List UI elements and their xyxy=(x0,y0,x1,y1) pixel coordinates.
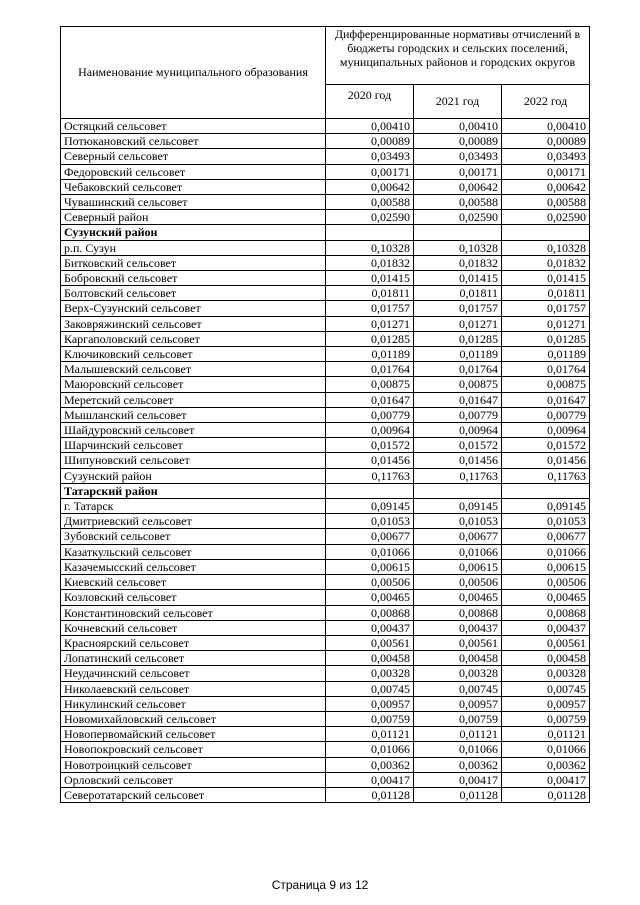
value-2021: 0,00615 xyxy=(414,559,502,574)
table-row xyxy=(61,559,590,574)
value-2020: 0,01757 xyxy=(326,301,414,316)
table-row xyxy=(61,255,590,270)
municipality-name: Сузунский район xyxy=(61,468,326,483)
value-2021: 0,01066 xyxy=(414,544,502,559)
table-row xyxy=(61,787,590,802)
district-header-row xyxy=(61,483,590,498)
value-2022: 0,02590 xyxy=(502,210,590,225)
value-2022: 0,00875 xyxy=(502,377,590,392)
value-2020: 0,00588 xyxy=(326,195,414,210)
value-2021: 0,02590 xyxy=(414,210,502,225)
value-2021: 0,00417 xyxy=(414,772,502,787)
value-2021: 0,01271 xyxy=(414,316,502,331)
municipality-name: Северный район xyxy=(61,210,326,225)
page-number: Страница 9 из 12 xyxy=(271,878,369,892)
value-2022: 0,01647 xyxy=(502,392,590,407)
table-body xyxy=(61,119,590,803)
value-2021: 0,03493 xyxy=(414,149,502,164)
value-2022: 0,01271 xyxy=(502,316,590,331)
value-2022: 0,10328 xyxy=(502,240,590,255)
value-2020: 0,01811 xyxy=(326,286,414,301)
value-2020: 0,00506 xyxy=(326,575,414,590)
value-2022: 0,00615 xyxy=(502,559,590,574)
value-2020: 0,00642 xyxy=(326,179,414,194)
table-row xyxy=(61,195,590,210)
value-2022: 0,09145 xyxy=(502,499,590,514)
municipality-name: Новотроицкий сельсовет xyxy=(61,757,326,772)
table-row xyxy=(61,620,590,635)
value-2020: 0,01764 xyxy=(326,362,414,377)
value-2022: 0,00410 xyxy=(502,119,590,134)
value-2020: 0,09145 xyxy=(326,499,414,514)
municipality-name: Кочневский сельсовет xyxy=(61,620,326,635)
value-2020: 0,01066 xyxy=(326,742,414,757)
value-2022: 0,01189 xyxy=(502,347,590,362)
municipality-name: Меретский сельсовет xyxy=(61,392,326,407)
value-2022: 0,01053 xyxy=(502,514,590,529)
value-2020: 0,01271 xyxy=(326,316,414,331)
value-2022: 0,01764 xyxy=(502,362,590,377)
table-row xyxy=(61,696,590,711)
municipality-name: Новопокровский сельсовет xyxy=(61,742,326,757)
table-row xyxy=(61,240,590,255)
empty-cell xyxy=(414,483,502,498)
value-2021: 0,10328 xyxy=(414,240,502,255)
value-2022: 0,00506 xyxy=(502,575,590,590)
value-2021: 0,01764 xyxy=(414,362,502,377)
table-row xyxy=(61,407,590,422)
municipality-name: Шарчинский сельсовет xyxy=(61,438,326,453)
table-row xyxy=(61,544,590,559)
table-row xyxy=(61,605,590,620)
value-2020: 0,00465 xyxy=(326,590,414,605)
value-2021: 0,00328 xyxy=(414,666,502,681)
table-row xyxy=(61,134,590,149)
municipality-name: Бобровский сельсовет xyxy=(61,271,326,286)
table-row xyxy=(61,210,590,225)
value-2021: 0,00759 xyxy=(414,711,502,726)
value-2020: 0,01647 xyxy=(326,392,414,407)
value-2022: 0,00417 xyxy=(502,772,590,787)
value-2020: 0,02590 xyxy=(326,210,414,225)
municipality-name: Ключиковский сельсовет xyxy=(61,347,326,362)
value-2021: 0,00642 xyxy=(414,179,502,194)
value-2021: 0,01189 xyxy=(414,347,502,362)
value-2021: 0,01757 xyxy=(414,301,502,316)
value-2022: 0,00561 xyxy=(502,635,590,650)
value-2021: 0,01456 xyxy=(414,453,502,468)
municipality-name: Лопатинский сельсовет xyxy=(61,651,326,666)
value-2022: 0,01811 xyxy=(502,286,590,301)
district-header-row xyxy=(61,225,590,240)
municipality-name: Остяцкий сельсовет xyxy=(61,119,326,134)
table-row xyxy=(61,301,590,316)
table-row xyxy=(61,119,590,134)
municipality-name: Болтовский сельсовет xyxy=(61,286,326,301)
municipality-name: Константиновский сельсовет xyxy=(61,605,326,620)
value-2021: 0,00677 xyxy=(414,529,502,544)
municipality-name: Битковский сельсовет xyxy=(61,255,326,270)
municipality-name: Казаткульский сельсовет xyxy=(61,544,326,559)
value-2020: 0,01415 xyxy=(326,271,414,286)
value-2022: 0,11763 xyxy=(502,468,590,483)
municipality-name: Верх-Сузунский сельсовет xyxy=(61,301,326,316)
municipality-name: Новопервомайский сельсовет xyxy=(61,727,326,742)
table-row xyxy=(61,271,590,286)
value-2022: 0,00957 xyxy=(502,696,590,711)
value-2022: 0,00642 xyxy=(502,179,590,194)
value-2021: 0,00171 xyxy=(414,164,502,179)
municipality-name: Каргаполовский сельсовет xyxy=(61,331,326,346)
value-2021: 0,01811 xyxy=(414,286,502,301)
municipality-name: Шайдуровский сельсовет xyxy=(61,423,326,438)
value-2022: 0,00677 xyxy=(502,529,590,544)
value-2020: 0,00745 xyxy=(326,681,414,696)
table-row xyxy=(61,666,590,681)
table-row xyxy=(61,772,590,787)
value-2020: 0,01285 xyxy=(326,331,414,346)
table-row xyxy=(61,711,590,726)
table-row xyxy=(61,438,590,453)
value-2020: 0,00964 xyxy=(326,423,414,438)
value-2022: 0,00089 xyxy=(502,134,590,149)
header-year-2020: 2020 год xyxy=(326,85,414,119)
value-2022: 0,00465 xyxy=(502,590,590,605)
value-2020: 0,00171 xyxy=(326,164,414,179)
table-row xyxy=(61,362,590,377)
value-2021: 0,00410 xyxy=(414,119,502,134)
municipality-name: г. Татарск xyxy=(61,499,326,514)
value-2022: 0,00588 xyxy=(502,195,590,210)
municipality-name: Потюкановский сельсовет xyxy=(61,134,326,149)
value-2020: 0,00615 xyxy=(326,559,414,574)
table-header xyxy=(61,27,590,119)
municipality-name: Никулинский сельсовет xyxy=(61,696,326,711)
value-2022: 0,01757 xyxy=(502,301,590,316)
municipality-name: Северный сельсовет xyxy=(61,149,326,164)
value-2022: 0,00437 xyxy=(502,620,590,635)
value-2022: 0,01572 xyxy=(502,438,590,453)
table-row xyxy=(61,468,590,483)
empty-cell xyxy=(502,225,590,240)
value-2020: 0,00417 xyxy=(326,772,414,787)
value-2020: 0,00410 xyxy=(326,119,414,134)
header-name-column: Наименование муниципального образования xyxy=(61,27,326,119)
table-row xyxy=(61,331,590,346)
municipality-name: Федоровский сельсовет xyxy=(61,164,326,179)
municipality-name: Орловский сельсовет xyxy=(61,772,326,787)
value-2022: 0,00328 xyxy=(502,666,590,681)
value-2021: 0,01066 xyxy=(414,742,502,757)
value-2020: 0,01572 xyxy=(326,438,414,453)
value-2021: 0,00779 xyxy=(414,407,502,422)
value-2020: 0,01189 xyxy=(326,347,414,362)
municipality-name: Шипуновский сельсовет xyxy=(61,453,326,468)
value-2022: 0,00458 xyxy=(502,651,590,666)
value-2020: 0,01456 xyxy=(326,453,414,468)
value-2021: 0,01285 xyxy=(414,331,502,346)
municipality-name: Чувашинский сельсовет xyxy=(61,195,326,210)
municipality-name: Зубовский сельсовет xyxy=(61,529,326,544)
table-row xyxy=(61,392,590,407)
value-2022: 0,01415 xyxy=(502,271,590,286)
municipality-name: Киевский сельсовет xyxy=(61,575,326,590)
table-row xyxy=(61,529,590,544)
district-name: Сузунский район xyxy=(61,225,326,240)
value-2022: 0,00759 xyxy=(502,711,590,726)
municipality-name: Северотатарский сельсовет xyxy=(61,787,326,802)
value-2022: 0,01121 xyxy=(502,727,590,742)
municipality-name: Дмитриевский сельсовет xyxy=(61,514,326,529)
value-2022: 0,01456 xyxy=(502,453,590,468)
municipality-name: Мышланский сельсовет xyxy=(61,407,326,422)
value-2021: 0,00957 xyxy=(414,696,502,711)
value-2022: 0,01832 xyxy=(502,255,590,270)
value-2020: 0,00561 xyxy=(326,635,414,650)
table-row xyxy=(61,286,590,301)
value-2020: 0,01121 xyxy=(326,727,414,742)
value-2020: 0,01066 xyxy=(326,544,414,559)
municipality-name: р.п. Сузун xyxy=(61,240,326,255)
table-row xyxy=(61,651,590,666)
empty-cell xyxy=(502,483,590,498)
value-2020: 0,00328 xyxy=(326,666,414,681)
value-2020: 0,00759 xyxy=(326,711,414,726)
value-2021: 0,01415 xyxy=(414,271,502,286)
value-2022: 0,00171 xyxy=(502,164,590,179)
value-2021: 0,00561 xyxy=(414,635,502,650)
value-2020: 0,01128 xyxy=(326,787,414,802)
value-2021: 0,00362 xyxy=(414,757,502,772)
table-row xyxy=(61,727,590,742)
municipality-name: Заковряжинский сельсовет xyxy=(61,316,326,331)
empty-cell xyxy=(326,483,414,498)
table-row xyxy=(61,453,590,468)
table-row xyxy=(61,514,590,529)
value-2022: 0,01285 xyxy=(502,331,590,346)
value-2020: 0,00677 xyxy=(326,529,414,544)
table-row xyxy=(61,575,590,590)
value-2020: 0,03493 xyxy=(326,149,414,164)
value-2021: 0,01572 xyxy=(414,438,502,453)
header-year-2022: 2022 год xyxy=(502,85,590,119)
value-2021: 0,01053 xyxy=(414,514,502,529)
value-2022: 0,01128 xyxy=(502,787,590,802)
municipality-name: Козловский сельсовет xyxy=(61,590,326,605)
value-2020: 0,10328 xyxy=(326,240,414,255)
value-2022: 0,00964 xyxy=(502,423,590,438)
value-2022: 0,00779 xyxy=(502,407,590,422)
district-name: Татарский район xyxy=(61,483,326,498)
value-2021: 0,00588 xyxy=(414,195,502,210)
value-2020: 0,00868 xyxy=(326,605,414,620)
municipality-name: Николаевский сельсовет xyxy=(61,681,326,696)
value-2021: 0,01647 xyxy=(414,392,502,407)
value-2020: 0,00437 xyxy=(326,620,414,635)
table-row xyxy=(61,316,590,331)
value-2021: 0,11763 xyxy=(414,468,502,483)
value-2022: 0,00362 xyxy=(502,757,590,772)
value-2021: 0,09145 xyxy=(414,499,502,514)
table-row xyxy=(61,635,590,650)
municipality-name: Малышевский сельсовет xyxy=(61,362,326,377)
value-2020: 0,01832 xyxy=(326,255,414,270)
value-2021: 0,01128 xyxy=(414,787,502,802)
municipality-name: Чебаковский сельсовет xyxy=(61,179,326,194)
municipality-name: Новомихайловский сельсовет xyxy=(61,711,326,726)
table-row xyxy=(61,377,590,392)
value-2020: 0,00089 xyxy=(326,134,414,149)
table-row xyxy=(61,757,590,772)
municipality-name: Красноярский сельсовет xyxy=(61,635,326,650)
norms-table xyxy=(60,26,590,803)
value-2022: 0,03493 xyxy=(502,149,590,164)
value-2021: 0,00875 xyxy=(414,377,502,392)
value-2021: 0,01832 xyxy=(414,255,502,270)
value-2021: 0,00089 xyxy=(414,134,502,149)
table-row xyxy=(61,149,590,164)
municipality-name: Неудачинский сельсовет xyxy=(61,666,326,681)
value-2020: 0,00779 xyxy=(326,407,414,422)
value-2020: 0,00957 xyxy=(326,696,414,711)
value-2022: 0,01066 xyxy=(502,742,590,757)
value-2021: 0,00458 xyxy=(414,651,502,666)
empty-cell xyxy=(326,225,414,240)
table-row xyxy=(61,590,590,605)
value-2020: 0,00362 xyxy=(326,757,414,772)
table-row xyxy=(61,179,590,194)
value-2022: 0,00745 xyxy=(502,681,590,696)
empty-cell xyxy=(414,225,502,240)
header-year-2021: 2021 год xyxy=(414,85,502,119)
value-2020: 0,11763 xyxy=(326,468,414,483)
municipality-name: Казачемысский сельсовет xyxy=(61,559,326,574)
value-2020: 0,01053 xyxy=(326,514,414,529)
value-2021: 0,01121 xyxy=(414,727,502,742)
table-row xyxy=(61,423,590,438)
table-row xyxy=(61,742,590,757)
value-2021: 0,00465 xyxy=(414,590,502,605)
value-2022: 0,01066 xyxy=(502,544,590,559)
value-2021: 0,00745 xyxy=(414,681,502,696)
table-row xyxy=(61,347,590,362)
table-row xyxy=(61,164,590,179)
table-row xyxy=(61,499,590,514)
value-2021: 0,00964 xyxy=(414,423,502,438)
value-2020: 0,00458 xyxy=(326,651,414,666)
table-row xyxy=(61,681,590,696)
value-2021: 0,00868 xyxy=(414,605,502,620)
municipality-name: Маюровский сельсовет xyxy=(61,377,326,392)
header-group-title: Дифференцированные нормативы отчислений в бюджеты городских и сельских поселений, муниципальных районов и городских округов xyxy=(326,27,590,85)
value-2022: 0,00868 xyxy=(502,605,590,620)
value-2021: 0,00506 xyxy=(414,575,502,590)
value-2021: 0,00437 xyxy=(414,620,502,635)
value-2020: 0,00875 xyxy=(326,377,414,392)
